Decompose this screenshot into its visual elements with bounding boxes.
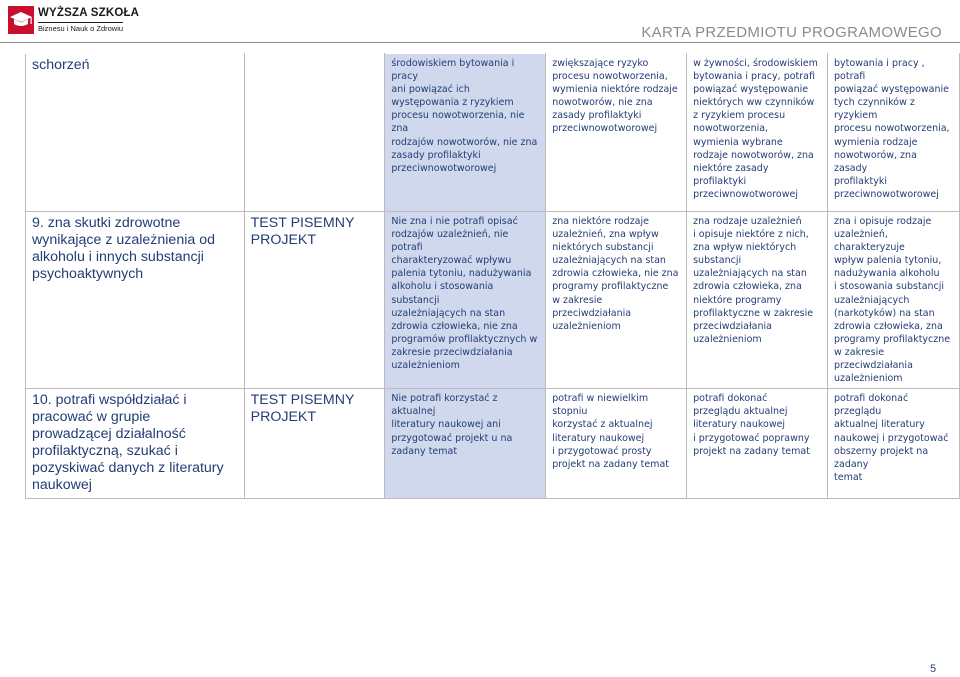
logo-school-subtitle: Biznesu i Nauk o Zdrowiu (38, 24, 124, 33)
grade-3-cell: potrafi w niewielkim stopniu korzystać z aktualnej literatury naukowej i przygotować prosty projekt na zadany temat (546, 389, 687, 499)
document-title: KARTA PRZEDMIOTU PROGRAMOWEGO (641, 24, 942, 41)
grade-2-cell: Nie potrafi korzystać z aktualnej literatury naukowej ani przygotować projekt u na zadany temat (385, 389, 546, 499)
school-logo (8, 6, 140, 34)
grade-5-cell: zna i opisuje rodzaje uzależnień, charakteryzuje wpływ palenia tytoniu, nadużywania alkoholu i stosowania substancji uzależniających (narkotyków) na stan zdrowia człowieka, zna programy profilaktyczne w zakresie przeciwdziałania uzależnieniom (828, 212, 960, 389)
grade-4-cell: w żywności, środowiskiem bytowania i pracy, potrafi powiązać występowanie niektórych ww czynników z ryzykiem procesu nowotworzenia, wymienia wybrane rodzaje nowotworów, zna niektóre zasady profilaktyki przeciwnowotworowej (687, 54, 828, 212)
grade-4-cell: potrafi dokonać przeglądu aktualnej literatury naukowej i przygotować poprawny projekt na zadany temat (687, 389, 828, 499)
table-row (26, 54, 960, 212)
verification-method-cell: TEST PISEMNY PROJEKT (244, 212, 385, 389)
grade-3-cell: zna niektóre rodzaje uzależnień, zna wpływ niektórych substancji uzależniających na stan zdrowia człowieka, nie zna programy profilaktyczne w zakresie przeciwdziałania uzależnieniom (546, 212, 687, 389)
page-number: 5 (930, 663, 937, 675)
grade-2-cell: Nie zna i nie potrafi opisać rodzajów uzależnień, nie potrafi charakteryzować wpływu palenia tytoniu, nadużywania alkoholu i stosowania substancji uzależniających na stan zdrowia człowieka, nie zna programów profilaktycznych w zakresie przeciwdziałania uzależnieniom (385, 212, 546, 389)
logo-school-name: WYŻSZA SZKOŁA (38, 7, 140, 19)
page-header (0, 0, 960, 42)
verification-method-cell (244, 54, 385, 212)
table-row (26, 212, 960, 389)
table-row (26, 389, 960, 499)
grade-3-cell: zwiększające ryzyko procesu nowotworzenia, wymienia niektóre rodzaje nowotworów, nie zna zasady profilaktyki przeciwnowotworowej (546, 54, 687, 212)
header-divider (0, 42, 960, 43)
grade-5-cell: bytowania i pracy , potrafi powiązać występowanie tych czynników z ryzykiem procesu nowotworzenia, wymienia rodzaje nowotworów, zna zasady profilaktyki przeciwnowotworowej (828, 54, 960, 212)
grade-2-cell: środowiskiem bytowania i pracy ani powiązać ich występowania z ryzykiem procesu nowotworzenia, nie zna rodzajów nowotworów, nie zna zasady profilaktyki przeciwnowotworowej (385, 54, 546, 212)
grade-4-cell: zna rodzaje uzależnień i opisuje niektóre z nich, zna wpływ niektórych substancji uzależniających na stan zdrowia człowieka, zna niektóre programy profilaktyczne w zakresie przeciwdziałania uzależnieniom (687, 212, 828, 389)
graduation-cap-icon (8, 6, 34, 34)
learning-outcome-cell: 10. potrafi współdziałać i pracować w grupie prowadzącej działalność profilaktyczną, szukać i pozyskiwać danych z literatury naukowej (26, 389, 245, 499)
grade-5-cell: potrafi dokonać przeglądu aktualnej literatury naukowej i przygotować obszerny projekt na zadany temat (828, 389, 960, 499)
assessment-table (25, 53, 960, 499)
verification-method-cell: TEST PISEMNY PROJEKT (244, 389, 385, 499)
learning-outcome-cell: schorzeń (26, 54, 245, 212)
learning-outcome-cell: 9. zna skutki zdrowotne wynikające z uzależnienia od alkoholu i innych substancji psychoaktywnych (26, 212, 245, 389)
